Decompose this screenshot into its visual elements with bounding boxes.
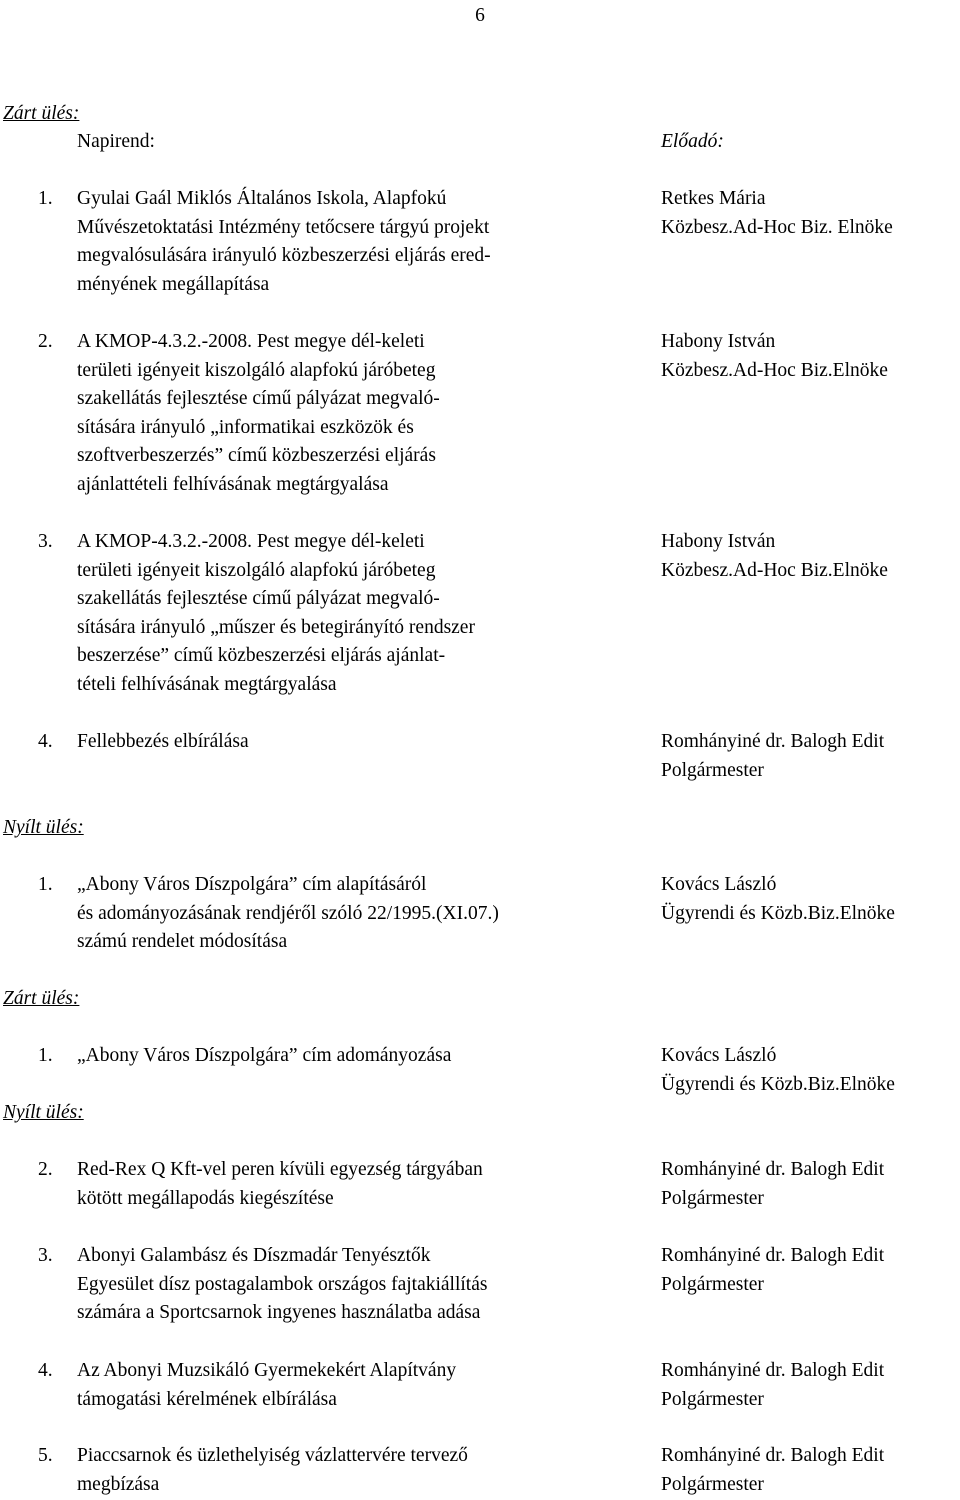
- presenter-name: Romhányiné dr. Balogh Edit: [661, 1245, 885, 1266]
- agenda-item-presenter: [661, 1442, 960, 1499]
- open-session-heading: Nyílt ülés:: [3, 1102, 84, 1123]
- text-line: tételi felhívásának megtárgyalása: [77, 673, 337, 695]
- closed-session-heading: Zárt ülés:: [3, 988, 80, 1009]
- presenter-role: Közbesz.Ad-Hoc Biz. Elnöke: [661, 216, 893, 238]
- text-line: ajánlattételi felhívásának megtárgyalása: [77, 473, 389, 495]
- text-line: A KMOP-4.3.2.-2008. Pest megye dél-keleti: [77, 531, 425, 552]
- agenda-item-text: [77, 728, 637, 757]
- agenda-item-text: [77, 1357, 637, 1414]
- text-line: kötött megállapodás kiegészítése: [77, 1187, 334, 1209]
- closed-session-heading: Zárt ülés:: [3, 103, 80, 124]
- agenda-item-presenter: [661, 1242, 960, 1299]
- text-line: sítására irányuló „műszer és betegirányító rendszer: [77, 616, 475, 638]
- agenda-column-header: Napirend:: [77, 131, 155, 152]
- presenter-name: Romhányiné dr. Balogh Edit: [661, 1445, 885, 1466]
- text-line: Fellebbezés elbírálása: [77, 731, 249, 752]
- agenda-item-text: [77, 185, 637, 299]
- text-line: beszerzése” című közbeszerzési eljárás ajánlat-: [77, 645, 446, 667]
- text-line: Piaccsarnok és üzlethelyiség vázlattervére tervező: [77, 1445, 468, 1466]
- text-line: szakellátás fejlesztése című pályázat megvaló-: [77, 588, 440, 610]
- presenter-role: Közbesz.Ad-Hoc Biz.Elnöke: [661, 359, 888, 381]
- text-line: Gyulai Gaál Miklós Általános Iskola, Alapfokú: [77, 188, 447, 209]
- text-line: sítására irányuló „informatikai eszközök és: [77, 416, 414, 438]
- open-session-heading: Nyílt ülés:: [3, 817, 84, 838]
- presenter-role: Közbesz.Ad-Hoc Biz.Elnöke: [661, 559, 888, 581]
- agenda-item-number: 2.: [38, 1159, 53, 1180]
- presenter-name: Romhányiné dr. Balogh Edit: [661, 1159, 885, 1180]
- text-line: Red-Rex Q Kft-vel peren kívüli egyezség tárgyában: [77, 1159, 483, 1180]
- agenda-item-presenter: [661, 1357, 960, 1414]
- agenda-item-number: 3.: [38, 1245, 53, 1266]
- agenda-item-number: 1.: [38, 874, 53, 895]
- presenter-name: Kovács László: [661, 1045, 777, 1066]
- text-line: számára a Sportcsarnok ingyenes használatba adása: [77, 1302, 481, 1324]
- agenda-item-text: [77, 1156, 637, 1213]
- agenda-item-number: 2.: [38, 331, 53, 352]
- agenda-item-number: 3.: [38, 531, 53, 552]
- agenda-item-number: 4.: [38, 731, 53, 752]
- presenter-role: Polgármester: [661, 1187, 764, 1209]
- agenda-item-presenter: [661, 871, 960, 928]
- presenter-name: Romhányiné dr. Balogh Edit: [661, 1360, 885, 1381]
- presenter-role: Ügyrendi és Közb.Biz.Elnöke: [661, 902, 895, 924]
- agenda-item-text: [77, 1242, 637, 1328]
- text-line: Egyesület dísz postagalambok országos fajtakiállítás: [77, 1273, 488, 1295]
- agenda-item-text: [77, 1042, 637, 1071]
- text-line: ményének megállapítása: [77, 273, 270, 295]
- presenter-name: Romhányiné dr. Balogh Edit: [661, 731, 885, 752]
- text-line: számú rendelet módosítása: [77, 931, 288, 953]
- text-line: „Abony Város Díszpolgára” cím alapításáról: [77, 874, 427, 895]
- text-line: A KMOP-4.3.2.-2008. Pest megye dél-keleti: [77, 331, 425, 352]
- text-line: „Abony Város Díszpolgára” cím adományozása: [77, 1045, 452, 1066]
- presenter-role: Polgármester: [661, 1473, 764, 1495]
- text-line: megvalósulására irányuló közbeszerzési eljárás ered-: [77, 245, 491, 267]
- page-number: 6: [475, 5, 485, 26]
- text-line: Abonyi Galambász és Díszmadár Tenyésztők: [77, 1245, 431, 1266]
- agenda-item-text: [77, 328, 637, 500]
- text-line: szakellátás fejlesztése című pályázat megvaló-: [77, 388, 440, 410]
- agenda-item-number: 1.: [38, 1045, 53, 1066]
- presenter-name: Habony István: [661, 531, 776, 552]
- agenda-item-presenter: [661, 185, 960, 242]
- agenda-item-presenter: [661, 728, 960, 785]
- presenter-role: Polgármester: [661, 1273, 764, 1295]
- text-line: területi igényeit kiszolgáló alapfokú járóbeteg: [77, 359, 436, 381]
- agenda-item-presenter: [661, 1156, 960, 1213]
- text-line: támogatási kérelmének elbírálása: [77, 1388, 337, 1410]
- text-line: területi igényeit kiszolgáló alapfokú járóbeteg: [77, 559, 436, 581]
- agenda-item-presenter: [661, 328, 960, 385]
- presenter-role: Ügyrendi és Közb.Biz.Elnöke: [661, 1073, 895, 1095]
- presenter-name: Kovács László: [661, 874, 777, 895]
- agenda-item-presenter: [661, 1042, 960, 1099]
- agenda-item-number: 4.: [38, 1360, 53, 1381]
- presenter-name: Retkes Mária: [661, 188, 766, 209]
- text-line: Művészetoktatási Intézmény tetőcsere tárgyú projekt: [77, 216, 490, 238]
- presenter-role: Polgármester: [661, 759, 764, 781]
- presenter-name: Habony István: [661, 331, 776, 352]
- presenter-column-header: Előadó:: [661, 131, 724, 152]
- presenter-role: Polgármester: [661, 1388, 764, 1410]
- text-line: és adományozásának rendjéről szóló 22/1995.(XI.07.): [77, 902, 499, 924]
- agenda-item-number: 1.: [38, 188, 53, 209]
- text-line: Az Abonyi Muzsikáló Gyermekekért Alapítvány: [77, 1360, 457, 1381]
- text-line: szoftverbeszerzés” című közbeszerzési eljárás: [77, 445, 436, 467]
- text-line: megbízása: [77, 1473, 160, 1495]
- agenda-item-text: [77, 528, 637, 700]
- agenda-item-presenter: [661, 528, 960, 585]
- agenda-item-text: [77, 1442, 637, 1499]
- agenda-item-text: [77, 871, 637, 957]
- agenda-item-number: 5.: [38, 1445, 53, 1466]
